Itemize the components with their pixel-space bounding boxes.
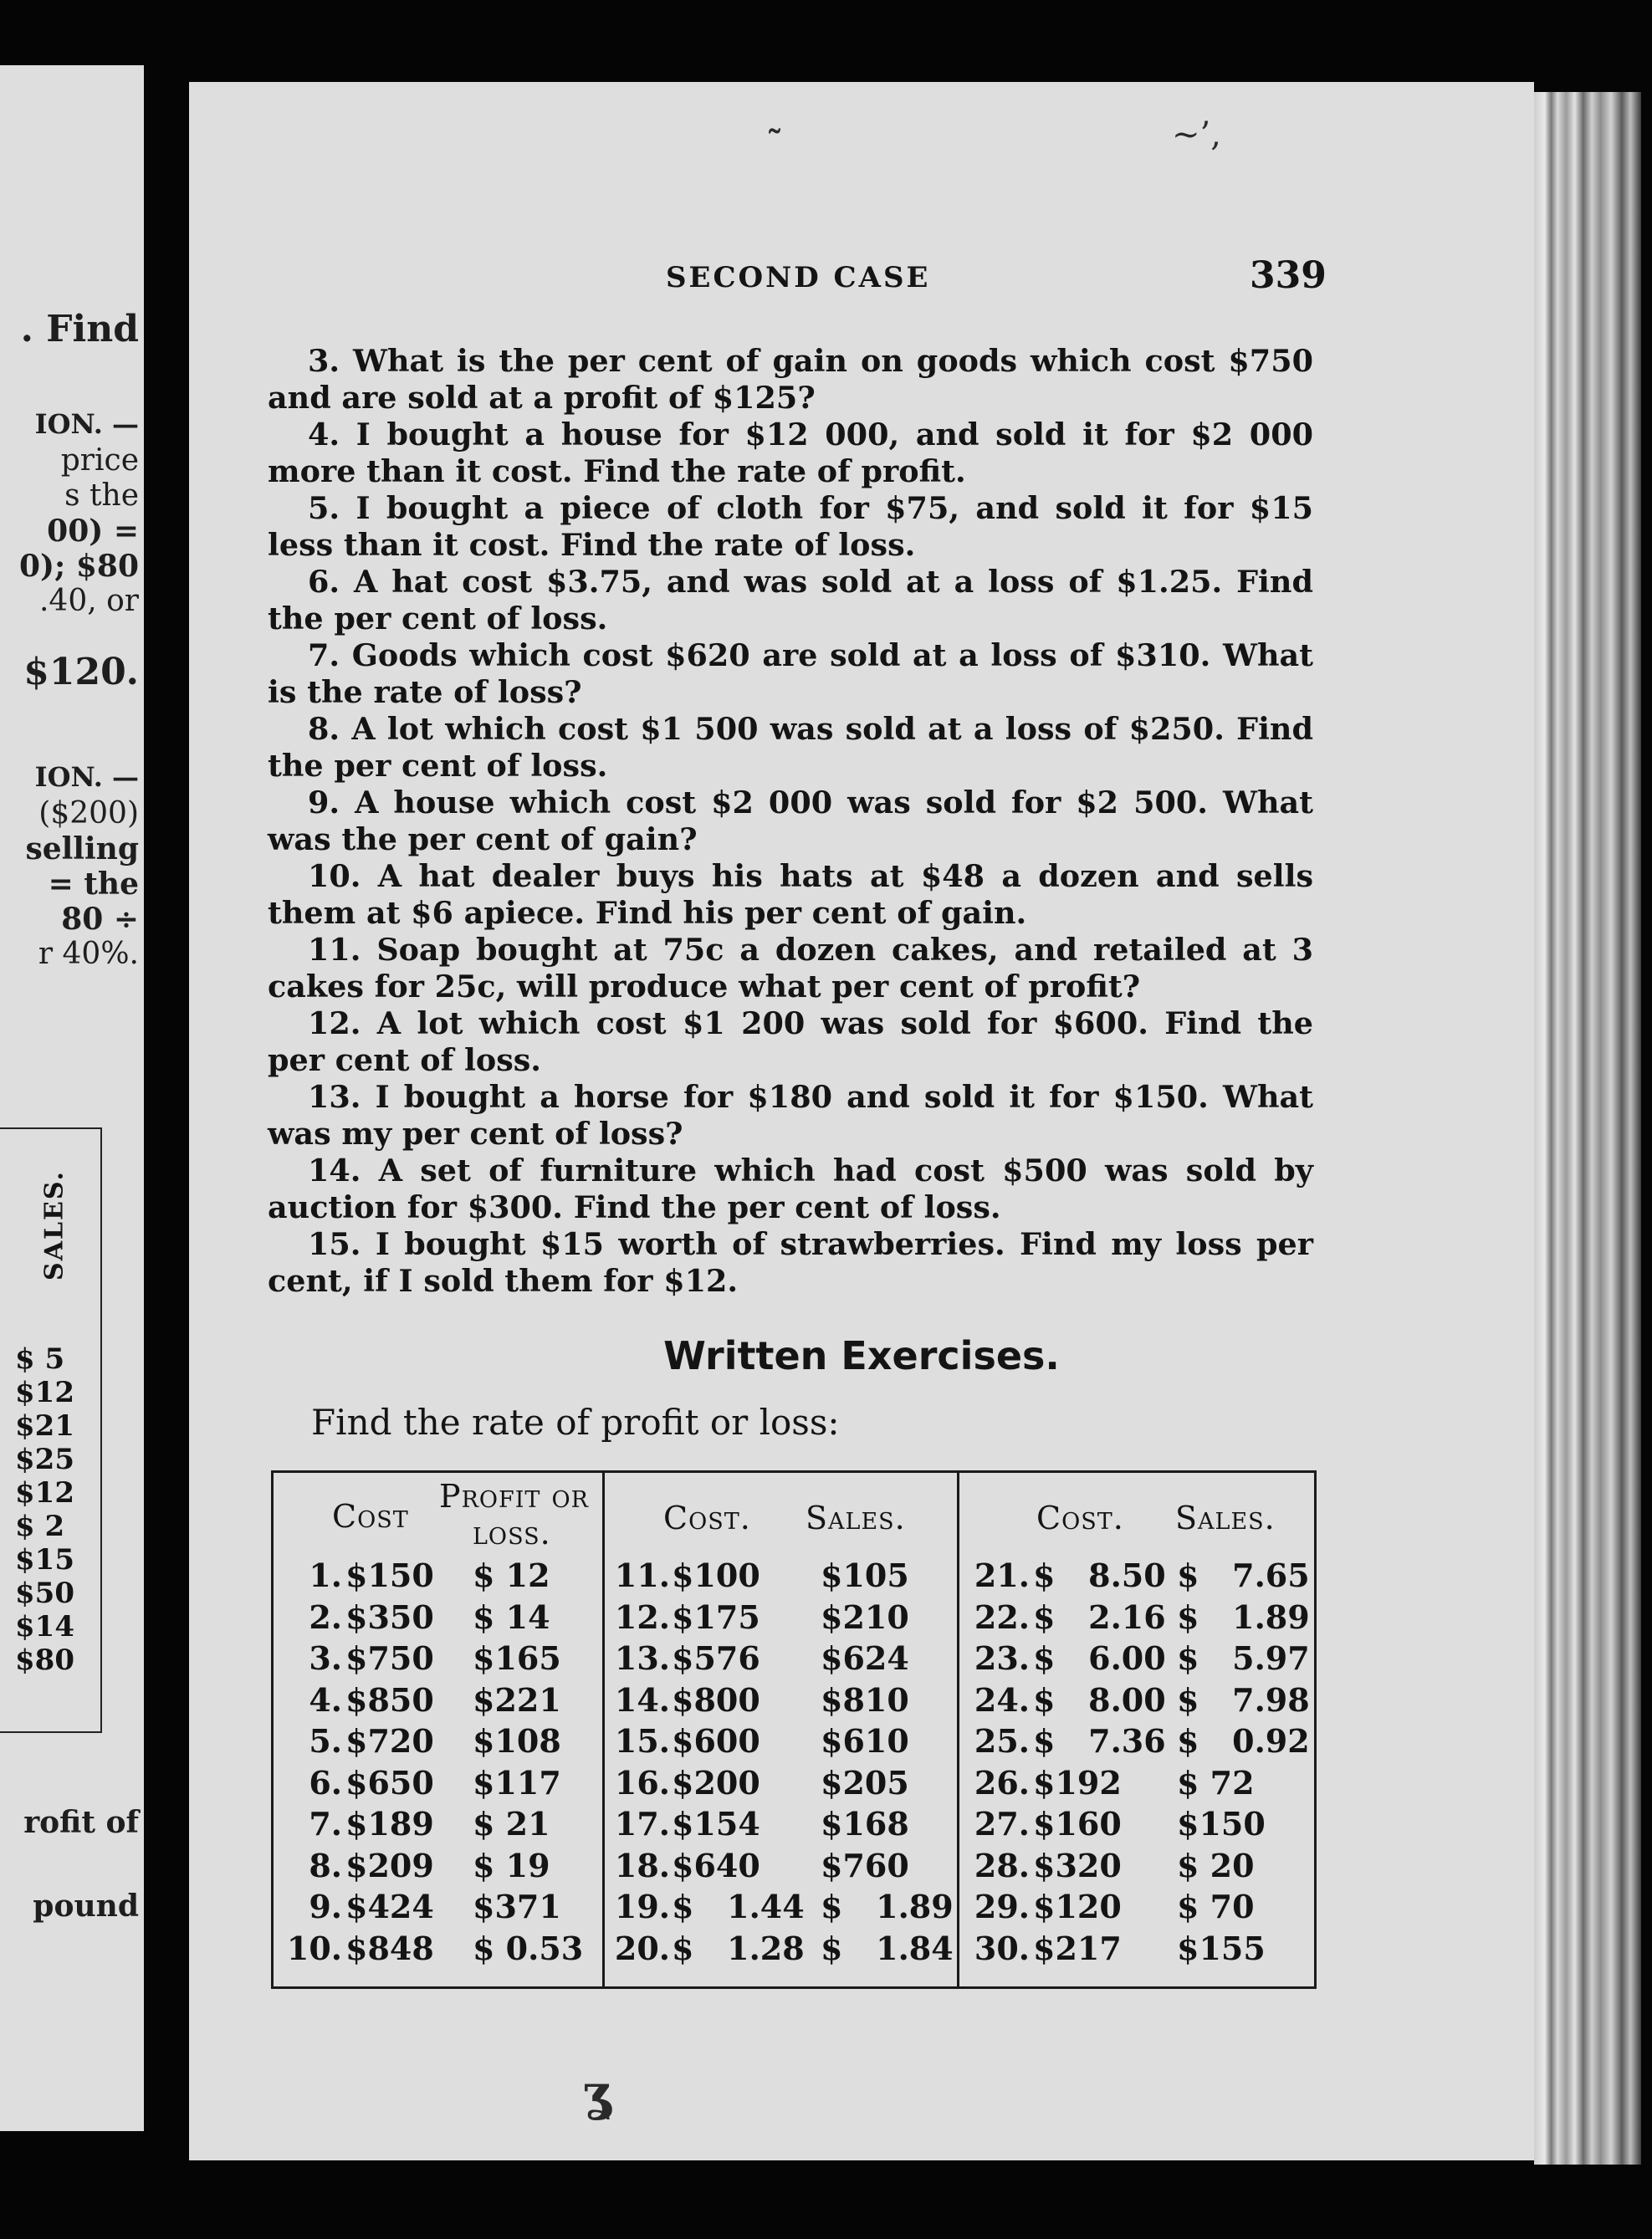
problem-item: 10. A hat dealer buys his hats at $48 a dozen and sells them at $6 apiece. Find his per cent of gain. bbox=[268, 858, 1313, 931]
problem-item: 14. A set of furniture which had cost $500 was sold by auction for $300. Find the per cent of loss. bbox=[268, 1153, 1313, 1225]
sales-cell: $810 bbox=[821, 1680, 909, 1719]
table-row bbox=[274, 1886, 600, 1928]
problem-item: 7. Goods which cost $620 are sold at a loss of $310. What is the rate of loss? bbox=[268, 637, 1313, 710]
problem-item: 13. I bought a horse for $180 and sold it for $150. What was my per cent of loss? bbox=[268, 1079, 1313, 1152]
column-header: Sales. bbox=[806, 1500, 906, 1536]
profit-cell: $ 21 bbox=[473, 1805, 550, 1843]
table-group-1 bbox=[274, 1473, 600, 1986]
profit-cell: $165 bbox=[473, 1639, 561, 1677]
sales-cell: $105 bbox=[821, 1557, 909, 1594]
column-header: Profit or bbox=[439, 1478, 589, 1515]
table-row bbox=[605, 1928, 956, 1970]
row-number: 14. bbox=[614, 1680, 670, 1719]
row-number: 18. bbox=[614, 1846, 670, 1884]
table-row bbox=[959, 1597, 1317, 1638]
left-sales-value: $21 bbox=[15, 1409, 74, 1443]
profit-cell: $ 14 bbox=[473, 1597, 550, 1636]
table-row bbox=[274, 1638, 600, 1679]
cost-cell: $150 bbox=[345, 1557, 434, 1594]
row-number: 12. bbox=[614, 1597, 670, 1636]
left-sales-value: $25 bbox=[15, 1443, 74, 1476]
table-row bbox=[959, 1845, 1317, 1887]
column-header: Cost bbox=[332, 1498, 409, 1535]
table-row bbox=[605, 1679, 956, 1721]
row-number: 26. bbox=[974, 1763, 1030, 1802]
cost-cell: $600 bbox=[672, 1722, 760, 1760]
table-row bbox=[605, 1845, 956, 1887]
left-fragment: 80 ÷ bbox=[61, 902, 139, 937]
table-row bbox=[605, 1720, 956, 1762]
cost-cell: $209 bbox=[345, 1846, 434, 1884]
sales-cell: $760 bbox=[821, 1846, 909, 1884]
row-number: 9. bbox=[309, 1888, 342, 1925]
left-sales-value: $50 bbox=[15, 1577, 74, 1610]
cost-cell: $200 bbox=[672, 1763, 760, 1802]
table-row bbox=[274, 1720, 600, 1762]
row-number: 13. bbox=[614, 1639, 670, 1677]
left-sales-value: $80 bbox=[15, 1643, 74, 1677]
left-fragment: .40, or bbox=[38, 584, 139, 618]
left-fragment: 0); $80 bbox=[18, 549, 139, 584]
left-fragment: selling bbox=[25, 831, 139, 866]
left-fragment: pound bbox=[33, 1889, 139, 1924]
left-sales-heading-cell bbox=[17, 1129, 92, 1321]
row-number: 28. bbox=[974, 1846, 1030, 1884]
exercise-table bbox=[271, 1470, 1317, 1989]
problem-item: 5. I bought a piece of cloth for $75, and sold it for $15 less than it cost. Find the rate of loss. bbox=[268, 490, 1313, 563]
row-number: 30. bbox=[974, 1929, 1030, 1967]
table-row bbox=[274, 1555, 600, 1597]
cost-cell: $ 1.44 bbox=[672, 1888, 805, 1925]
table-row bbox=[959, 1720, 1317, 1762]
row-number: 19. bbox=[614, 1888, 670, 1925]
table-row bbox=[959, 1928, 1317, 1970]
book-gutter bbox=[144, 0, 187, 2239]
left-fragment: r 40%. bbox=[38, 937, 139, 971]
left-fragment: ION. — bbox=[34, 761, 139, 793]
row-number: 17. bbox=[614, 1805, 670, 1843]
table-row bbox=[274, 1845, 600, 1887]
problem-item: 15. I bought $15 worth of strawberries. Find my loss per cent, if I sold them for $12. bbox=[268, 1226, 1313, 1299]
row-number: 6. bbox=[309, 1763, 342, 1802]
table-row bbox=[605, 1803, 956, 1845]
left-sales-value: $ 2 bbox=[15, 1510, 65, 1543]
cost-cell: $424 bbox=[345, 1888, 434, 1925]
problem-item: 11. Soap bought at 75c a dozen cakes, and retailed at 3 cakes for 25c, will produce what per cent of profit? bbox=[268, 932, 1313, 1004]
page-number: 339 bbox=[1250, 254, 1327, 297]
sales-cell: $610 bbox=[821, 1722, 909, 1760]
profit-cell: $221 bbox=[473, 1680, 561, 1719]
cost-cell: $720 bbox=[345, 1722, 434, 1760]
cost-cell: $850 bbox=[345, 1680, 434, 1719]
table-row bbox=[959, 1555, 1317, 1597]
table-rows bbox=[959, 1555, 1317, 1969]
left-fragment: ION. — bbox=[34, 408, 139, 440]
row-number: 15. bbox=[614, 1722, 670, 1760]
left-fragment: . Find bbox=[20, 308, 139, 350]
table-group-2 bbox=[602, 1473, 956, 1986]
cost-cell: $848 bbox=[345, 1929, 434, 1967]
sales-cell: $ 1.84 bbox=[821, 1929, 954, 1967]
profit-cell: $ 19 bbox=[473, 1846, 550, 1884]
ink-mark: ʓ bbox=[582, 2064, 611, 2123]
sales-cell: $210 bbox=[821, 1597, 909, 1636]
ink-mark: ~’, bbox=[1172, 115, 1221, 154]
left-fragment: 00) = bbox=[47, 514, 139, 549]
left-fragment: price bbox=[60, 443, 139, 478]
sales-cell: $150 bbox=[1177, 1805, 1266, 1843]
row-number: 3. bbox=[309, 1639, 342, 1677]
exercise-instruction: Find the rate of profit or loss: bbox=[311, 1402, 840, 1443]
cost-cell: $320 bbox=[1033, 1846, 1122, 1884]
sales-cell: $ 7.98 bbox=[1177, 1680, 1310, 1719]
cost-cell: $217 bbox=[1033, 1929, 1122, 1967]
sales-cell: $ 5.97 bbox=[1177, 1639, 1310, 1677]
profit-cell: $ 12 bbox=[473, 1557, 550, 1594]
left-fragment: $120. bbox=[23, 651, 139, 693]
table-row bbox=[605, 1555, 956, 1597]
table-row bbox=[959, 1803, 1317, 1845]
table-row bbox=[959, 1762, 1317, 1804]
cost-cell: $160 bbox=[1033, 1805, 1122, 1843]
section-title: Written Exercises. bbox=[663, 1333, 1060, 1378]
sales-cell: $ 20 bbox=[1177, 1846, 1255, 1884]
table-row bbox=[605, 1597, 956, 1638]
table-row bbox=[274, 1803, 600, 1845]
left-sales-value: $ 5 bbox=[15, 1342, 65, 1376]
table-row bbox=[605, 1886, 956, 1928]
table-rows bbox=[274, 1555, 600, 1969]
problem-item: 12. A lot which cost $1 200 was sold for $600. Find the per cent of loss. bbox=[268, 1005, 1313, 1078]
column-header: Cost. bbox=[663, 1500, 751, 1536]
cost-cell: $350 bbox=[345, 1597, 434, 1636]
cost-cell: $800 bbox=[672, 1680, 760, 1719]
table-row bbox=[959, 1886, 1317, 1928]
column-header: Cost. bbox=[1036, 1500, 1124, 1536]
table-row bbox=[959, 1679, 1317, 1721]
cost-cell: $ 1.28 bbox=[672, 1929, 805, 1967]
cost-cell: $192 bbox=[1033, 1763, 1122, 1802]
row-number: 10. bbox=[286, 1929, 342, 1967]
left-fragment: s the bbox=[64, 478, 139, 513]
table-row bbox=[274, 1679, 600, 1721]
column-header: Sales. bbox=[1175, 1500, 1276, 1536]
left-sales-table bbox=[0, 1127, 102, 1733]
row-number: 1. bbox=[309, 1557, 342, 1594]
left-sales-heading: SALES. bbox=[39, 1170, 69, 1281]
table-row bbox=[605, 1762, 956, 1804]
column-header: loss. bbox=[473, 1515, 551, 1551]
row-number: 7. bbox=[309, 1805, 342, 1843]
page-stack-edge bbox=[1534, 92, 1641, 2165]
cost-cell: $189 bbox=[345, 1805, 434, 1843]
row-number: 22. bbox=[974, 1597, 1030, 1636]
problem-item: 9. A house which cost $2 000 was sold for $2 500. What was the per cent of gain? bbox=[268, 785, 1313, 857]
left-fragment: = the bbox=[48, 866, 139, 902]
sales-cell: $ 7.65 bbox=[1177, 1557, 1310, 1594]
row-number: 29. bbox=[974, 1888, 1030, 1925]
running-head: SECOND CASE bbox=[666, 261, 931, 294]
left-sales-value: $14 bbox=[15, 1610, 74, 1643]
left-sales-values bbox=[15, 1342, 99, 1677]
problem-item: 3. What is the per cent of gain on goods which cost $750 and are sold at a profit of $125? bbox=[268, 343, 1313, 416]
cost-cell: $154 bbox=[672, 1805, 760, 1843]
sales-cell: $168 bbox=[821, 1805, 909, 1843]
left-sales-value: $15 bbox=[15, 1543, 74, 1577]
sales-cell: $624 bbox=[821, 1639, 909, 1677]
cost-cell: $ 7.36 bbox=[1033, 1722, 1166, 1760]
profit-cell: $ 0.53 bbox=[473, 1929, 584, 1967]
sales-cell: $ 1.89 bbox=[1177, 1597, 1310, 1636]
cost-cell: $175 bbox=[672, 1597, 760, 1636]
row-number: 16. bbox=[614, 1763, 670, 1802]
row-number: 27. bbox=[974, 1805, 1030, 1843]
sales-cell: $ 72 bbox=[1177, 1763, 1255, 1802]
row-number: 4. bbox=[309, 1680, 342, 1719]
cost-cell: $ 8.50 bbox=[1033, 1557, 1166, 1594]
cost-cell: $ 6.00 bbox=[1033, 1639, 1166, 1677]
table-row bbox=[274, 1597, 600, 1638]
sales-cell: $155 bbox=[1177, 1929, 1266, 1967]
table-group-3 bbox=[957, 1473, 1317, 1986]
left-fragment: ($200) bbox=[38, 796, 139, 831]
profit-cell: $371 bbox=[473, 1888, 561, 1925]
row-number: 25. bbox=[974, 1722, 1030, 1760]
left-page-fragment bbox=[0, 65, 144, 2131]
cost-cell: $ 8.00 bbox=[1033, 1680, 1166, 1719]
row-number: 11. bbox=[614, 1557, 670, 1594]
problem-list bbox=[268, 343, 1313, 1300]
row-number: 23. bbox=[974, 1639, 1030, 1677]
cost-cell: $650 bbox=[345, 1763, 434, 1802]
problem-item: 8. A lot which cost $1 500 was sold at a loss of $250. Find the per cent of loss. bbox=[268, 711, 1313, 784]
problem-item: 4. I bought a house for $12 000, and sold it for $2 000 more than it cost. Find the rate of profit. bbox=[268, 417, 1313, 489]
left-sales-value: $12 bbox=[15, 1476, 74, 1510]
table-row bbox=[605, 1638, 956, 1679]
cost-cell: $640 bbox=[672, 1846, 760, 1884]
sales-cell: $ 1.89 bbox=[821, 1888, 954, 1925]
table-row bbox=[274, 1928, 600, 1970]
sales-cell: $ 0.92 bbox=[1177, 1722, 1310, 1760]
row-number: 24. bbox=[974, 1680, 1030, 1719]
left-sales-value: $12 bbox=[15, 1376, 74, 1409]
cost-cell: $750 bbox=[345, 1639, 434, 1677]
row-number: 21. bbox=[974, 1557, 1030, 1594]
sales-cell: $205 bbox=[821, 1763, 909, 1802]
table-rows bbox=[605, 1555, 956, 1969]
table-row bbox=[274, 1762, 600, 1804]
row-number: 8. bbox=[309, 1846, 342, 1884]
cost-cell: $ 2.16 bbox=[1033, 1597, 1166, 1636]
row-number: 2. bbox=[309, 1597, 342, 1636]
profit-cell: $108 bbox=[473, 1722, 561, 1760]
main-page bbox=[189, 82, 1534, 2160]
cost-cell: $120 bbox=[1033, 1888, 1122, 1925]
ink-mark: ˜ bbox=[766, 124, 783, 163]
cost-cell: $576 bbox=[672, 1639, 760, 1677]
row-number: 5. bbox=[309, 1722, 342, 1760]
table-row bbox=[959, 1638, 1317, 1679]
cost-cell: $100 bbox=[672, 1557, 760, 1594]
profit-cell: $117 bbox=[473, 1763, 561, 1802]
problem-item: 6. A hat cost $3.75, and was sold at a loss of $1.25. Find the per cent of loss. bbox=[268, 564, 1313, 636]
left-fragment: rofit of bbox=[23, 1805, 139, 1840]
row-number: 20. bbox=[614, 1929, 670, 1967]
sales-cell: $ 70 bbox=[1177, 1888, 1255, 1925]
